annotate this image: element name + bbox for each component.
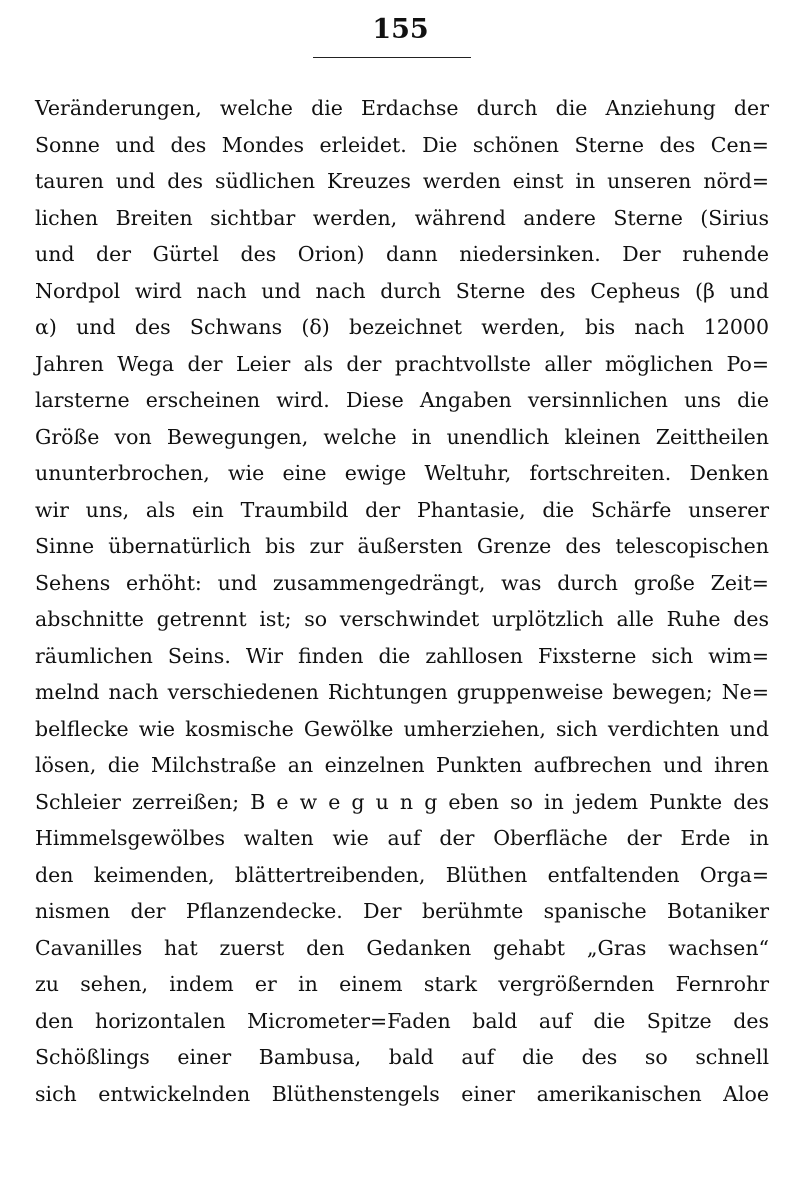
text-line: tauren und des südlichen Kreuzes werden einst in unseren nörd=: [35, 169, 769, 193]
text-line: den horizontalen Micrometer=Faden bald auf die Spitze des: [35, 1008, 769, 1033]
text-line: und der Gürtel des Orion) dann niedersinken. Der ruhende: [35, 242, 769, 266]
text-line: Cavanilles hat zuerst den Gedanken gehabt „Gras wachsen“: [35, 935, 769, 960]
text-line: Jahren Wega der Leier als der prachtvollste aller möglichen Po=: [35, 351, 769, 376]
text-line: zu sehen, indem er in einem stark vergrößernden Fernrohr: [35, 972, 769, 996]
header-rule: [313, 57, 471, 58]
text-line: Schößlings einer Bambusa, bald auf die des so schnell: [35, 1045, 769, 1069]
text-line: Nordpol wird nach und nach durch Sterne des Cepheus (β und: [35, 278, 769, 303]
text-line: abschnitte getrennt ist; so verschwindet urplötzlich alle Ruhe des: [35, 607, 769, 631]
text-line: α) und des Schwans (δ) bezeichnet werden, bis nach 12000: [35, 315, 769, 339]
text-line: Sinne übernatürlich bis zur äußersten Grenze des telescopischen: [35, 534, 769, 558]
text-line: wir uns, als ein Traumbild der Phantasie, die Schärfe unserer: [35, 497, 769, 522]
text-line: lichen Breiten sichtbar werden, während andere Sterne (Sirius: [35, 205, 769, 230]
text-line: Schleier zerreißen; B e w e g u n g eben so in jedem Punkte des: [35, 789, 769, 814]
text-line: sich entwickelnden Blüthenstengels einer amerikanischen Aloe: [35, 1081, 769, 1106]
text-line: belflecke wie kosmische Gewölke umherziehen, sich verdichten und: [35, 716, 769, 741]
text-line: Himmelsgewölbes walten wie auf der Oberfläche der Erde in: [35, 826, 769, 850]
page-number: 155: [372, 14, 429, 45]
text-line: den keimenden, blättertreibenden, Blüthen entfaltenden Orga=: [35, 862, 769, 887]
text-line: Sehens erhöht: und zusammengedrängt, was durch große Zeit=: [35, 570, 769, 595]
text-line: nismen der Pflanzendecke. Der berühmte spanische Botaniker: [35, 899, 769, 923]
text-line: Veränderungen, welche die Erdachse durch die Anziehung der: [35, 96, 769, 120]
text-line: lösen, die Milchstraße an einzelnen Punkten aufbrechen und ihren: [35, 753, 769, 777]
text-line: räumlichen Seins. Wir finden die zahllosen Fixsterne sich wim=: [35, 643, 769, 668]
body-text: [35, 90, 769, 1112]
text-line: ununterbrochen, wie eine ewige Weltuhr, fortschreiten. Denken: [35, 461, 769, 485]
text-line: melnd nach verschiedenen Richtungen gruppenweise bewegen; Ne=: [35, 680, 769, 704]
text-line: Sonne und des Mondes erleidet. Die schönen Sterne des Cen=: [35, 132, 769, 157]
text-line: Größe von Bewegungen, welche in unendlich kleinen Zeittheilen: [35, 424, 769, 449]
text-line: larsterne erscheinen wird. Diese Angaben versinnlichen uns die: [35, 388, 769, 412]
